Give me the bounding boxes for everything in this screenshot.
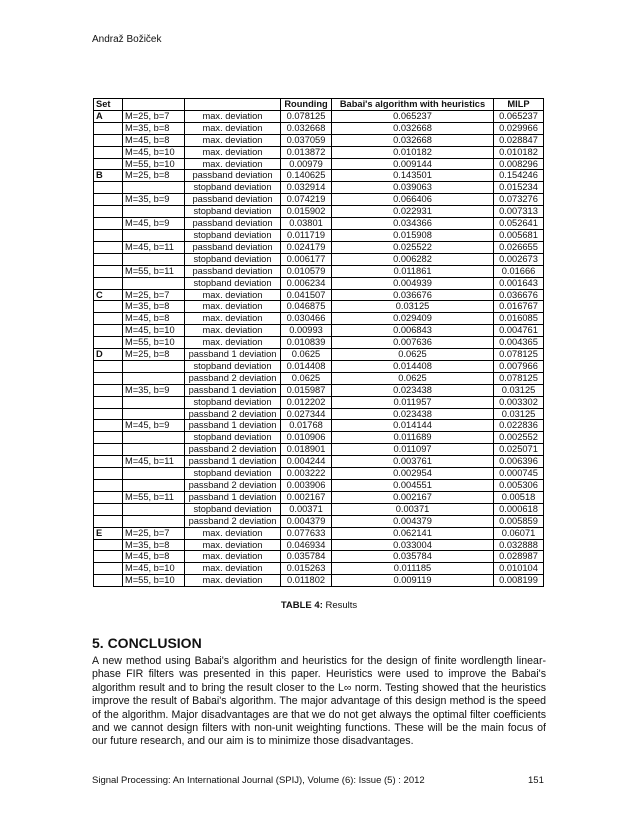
cell-babai: 0.034366 <box>332 218 494 230</box>
cell-babai: 0.002167 <box>332 491 494 503</box>
cell-rounding: 0.011802 <box>281 575 332 587</box>
cell-rounding: 0.030466 <box>281 313 332 325</box>
cell-babai: 0.033004 <box>332 539 494 551</box>
table-row <box>94 301 544 313</box>
cell-milp: 0.06071 <box>494 527 544 539</box>
cell-params: M=55, b=10 <box>123 337 185 349</box>
table-row <box>94 527 544 539</box>
cell-params <box>123 182 185 194</box>
cell-milp: 0.005306 <box>494 480 544 492</box>
cell-babai: 0.023438 <box>332 408 494 420</box>
cell-set <box>94 396 123 408</box>
cell-set <box>94 563 123 575</box>
cell-milp: 0.015234 <box>494 182 544 194</box>
cell-rounding: 0.046875 <box>281 301 332 313</box>
cell-metric: passband deviation <box>185 241 281 253</box>
cell-babai: 0.065237 <box>332 110 494 122</box>
cell-params: M=45, b=11 <box>123 241 185 253</box>
cell-babai: 0.022931 <box>332 206 494 218</box>
cell-rounding: 0.003906 <box>281 480 332 492</box>
table-row <box>94 349 544 361</box>
cell-babai: 0.004551 <box>332 480 494 492</box>
cell-params <box>123 503 185 515</box>
table-row <box>94 194 544 206</box>
cell-metric: passband 1 deviation <box>185 420 281 432</box>
table-row <box>94 503 544 515</box>
cell-set <box>94 265 123 277</box>
cell-rounding: 0.035784 <box>281 551 332 563</box>
cell-milp: 0.025071 <box>494 444 544 456</box>
cell-babai: 0.011097 <box>332 444 494 456</box>
column-header-milp: MILP <box>494 99 544 111</box>
cell-rounding: 0.018901 <box>281 444 332 456</box>
cell-rounding: 0.01768 <box>281 420 332 432</box>
cell-metric: passband 2 deviation <box>185 372 281 384</box>
cell-set <box>94 241 123 253</box>
cell-babai: 0.023438 <box>332 384 494 396</box>
cell-milp: 0.00518 <box>494 491 544 503</box>
cell-babai: 0.010182 <box>332 146 494 158</box>
cell-params: M=45, b=11 <box>123 456 185 468</box>
table-row <box>94 158 544 170</box>
cell-metric: stopband deviation <box>185 396 281 408</box>
cell-metric: passband deviation <box>185 194 281 206</box>
cell-metric: stopband deviation <box>185 277 281 289</box>
table-header-row <box>94 99 544 111</box>
cell-milp: 0.073276 <box>494 194 544 206</box>
table-row <box>94 122 544 134</box>
cell-milp: 0.006396 <box>494 456 544 468</box>
cell-set <box>94 146 123 158</box>
column-header-babai: Babai's algorithm with heuristics <box>332 99 494 111</box>
cell-milp: 0.036676 <box>494 289 544 301</box>
cell-set <box>94 337 123 349</box>
cell-babai: 0.03125 <box>332 301 494 313</box>
cell-rounding: 0.012202 <box>281 396 332 408</box>
cell-metric: max. deviation <box>185 527 281 539</box>
table-row <box>94 218 544 230</box>
cell-params <box>123 444 185 456</box>
table-row <box>94 110 544 122</box>
cell-babai: 0.0625 <box>332 349 494 361</box>
cell-rounding: 0.014408 <box>281 360 332 372</box>
cell-milp: 0.005859 <box>494 515 544 527</box>
cell-metric: max. deviation <box>185 122 281 134</box>
cell-milp: 0.016085 <box>494 313 544 325</box>
cell-babai: 0.143501 <box>332 170 494 182</box>
section-heading: 5. CONCLUSION <box>92 635 202 651</box>
cell-params: M=45, b=8 <box>123 313 185 325</box>
cell-metric: max. deviation <box>185 539 281 551</box>
cell-set: D <box>94 349 123 361</box>
cell-set <box>94 277 123 289</box>
cell-babai: 0.009119 <box>332 575 494 587</box>
table-row <box>94 551 544 563</box>
cell-rounding: 0.027344 <box>281 408 332 420</box>
cell-params: M=55, b=11 <box>123 491 185 503</box>
cell-babai: 0.032668 <box>332 134 494 146</box>
cell-rounding: 0.00371 <box>281 503 332 515</box>
cell-set <box>94 408 123 420</box>
cell-metric: max. deviation <box>185 313 281 325</box>
cell-milp: 0.003302 <box>494 396 544 408</box>
cell-metric: max. deviation <box>185 158 281 170</box>
table-row <box>94 146 544 158</box>
cell-babai: 0.004939 <box>332 277 494 289</box>
cell-set <box>94 491 123 503</box>
cell-params: M=55, b=10 <box>123 158 185 170</box>
cell-params <box>123 468 185 480</box>
cell-milp: 0.01666 <box>494 265 544 277</box>
table-row <box>94 408 544 420</box>
cell-babai: 0.035784 <box>332 551 494 563</box>
cell-rounding: 0.024179 <box>281 241 332 253</box>
cell-set: E <box>94 527 123 539</box>
table-row <box>94 420 544 432</box>
table-row <box>94 289 544 301</box>
table-row <box>94 265 544 277</box>
cell-milp: 0.008199 <box>494 575 544 587</box>
table-row <box>94 444 544 456</box>
cell-metric: passband 1 deviation <box>185 349 281 361</box>
table-row <box>94 456 544 468</box>
cell-metric: max. deviation <box>185 301 281 313</box>
cell-params: M=55, b=11 <box>123 265 185 277</box>
cell-metric: passband 2 deviation <box>185 444 281 456</box>
table-body <box>94 110 544 586</box>
cell-babai: 0.036676 <box>332 289 494 301</box>
cell-milp: 0.028847 <box>494 134 544 146</box>
cell-babai: 0.004379 <box>332 515 494 527</box>
table-row <box>94 360 544 372</box>
cell-params: M=25, b=7 <box>123 527 185 539</box>
column-header-set: Set <box>94 99 123 111</box>
cell-params: M=45, b=9 <box>123 420 185 432</box>
cell-milp: 0.078125 <box>494 349 544 361</box>
cell-params <box>123 253 185 265</box>
cell-rounding: 0.046934 <box>281 539 332 551</box>
cell-set <box>94 122 123 134</box>
cell-params: M=45, b=10 <box>123 146 185 158</box>
table-row <box>94 313 544 325</box>
cell-rounding: 0.004379 <box>281 515 332 527</box>
cell-rounding: 0.015987 <box>281 384 332 396</box>
cell-metric: max. deviation <box>185 337 281 349</box>
cell-babai: 0.039063 <box>332 182 494 194</box>
cell-babai: 0.025522 <box>332 241 494 253</box>
running-header-author: Andraž Božiček <box>92 34 162 45</box>
cell-metric: max. deviation <box>185 146 281 158</box>
cell-params: M=35, b=8 <box>123 539 185 551</box>
cell-milp: 0.065237 <box>494 110 544 122</box>
cell-set <box>94 313 123 325</box>
cell-babai: 0.066406 <box>332 194 494 206</box>
column-header-rounding: Rounding <box>281 99 332 111</box>
cell-milp: 0.005681 <box>494 229 544 241</box>
cell-milp: 0.029966 <box>494 122 544 134</box>
cell-milp: 0.078125 <box>494 372 544 384</box>
cell-params <box>123 229 185 241</box>
cell-set <box>94 575 123 587</box>
cell-set <box>94 325 123 337</box>
cell-rounding: 0.00979 <box>281 158 332 170</box>
cell-params <box>123 408 185 420</box>
cell-milp: 0.001643 <box>494 277 544 289</box>
cell-metric: max. deviation <box>185 563 281 575</box>
cell-milp: 0.028987 <box>494 551 544 563</box>
cell-params <box>123 372 185 384</box>
cell-params: M=35, b=8 <box>123 301 185 313</box>
cell-metric: max. deviation <box>185 289 281 301</box>
cell-babai: 0.029409 <box>332 313 494 325</box>
cell-metric: max. deviation <box>185 110 281 122</box>
cell-milp: 0.026655 <box>494 241 544 253</box>
cell-params <box>123 360 185 372</box>
cell-params: M=45, b=10 <box>123 563 185 575</box>
table-row <box>94 325 544 337</box>
cell-metric: stopband deviation <box>185 503 281 515</box>
cell-rounding: 0.041507 <box>281 289 332 301</box>
cell-babai: 0.006282 <box>332 253 494 265</box>
cell-set <box>94 301 123 313</box>
cell-rounding: 0.074219 <box>281 194 332 206</box>
results-table-container <box>93 98 543 587</box>
cell-set <box>94 539 123 551</box>
table-row <box>94 396 544 408</box>
cell-babai: 0.015908 <box>332 229 494 241</box>
cell-params <box>123 277 185 289</box>
cell-metric: stopband deviation <box>185 182 281 194</box>
cell-rounding: 0.015902 <box>281 206 332 218</box>
cell-rounding: 0.006177 <box>281 253 332 265</box>
cell-set <box>94 456 123 468</box>
cell-params: M=45, b=10 <box>123 325 185 337</box>
results-table <box>93 98 544 587</box>
cell-params <box>123 480 185 492</box>
cell-params: M=55, b=10 <box>123 575 185 587</box>
cell-set <box>94 372 123 384</box>
footer-journal: Signal Processing: An International Journal (SPIJ), Volume (6): Issue (5) : 2012 <box>92 775 425 786</box>
cell-rounding: 0.03801 <box>281 218 332 230</box>
cell-params <box>123 396 185 408</box>
cell-metric: stopband deviation <box>185 468 281 480</box>
cell-rounding: 0.0625 <box>281 372 332 384</box>
cell-babai: 0.014144 <box>332 420 494 432</box>
table-row <box>94 468 544 480</box>
cell-set <box>94 158 123 170</box>
cell-metric: passband 2 deviation <box>185 480 281 492</box>
cell-metric: max. deviation <box>185 134 281 146</box>
cell-metric: stopband deviation <box>185 206 281 218</box>
table-row <box>94 491 544 503</box>
cell-metric: passband 1 deviation <box>185 456 281 468</box>
cell-params: M=45, b=9 <box>123 218 185 230</box>
cell-milp: 0.052641 <box>494 218 544 230</box>
cell-params: M=35, b=9 <box>123 194 185 206</box>
cell-set <box>94 360 123 372</box>
cell-babai: 0.007636 <box>332 337 494 349</box>
cell-params <box>123 515 185 527</box>
cell-babai: 0.009144 <box>332 158 494 170</box>
cell-metric: passband 2 deviation <box>185 408 281 420</box>
cell-babai: 0.00371 <box>332 503 494 515</box>
cell-rounding: 0.037059 <box>281 134 332 146</box>
cell-rounding: 0.003222 <box>281 468 332 480</box>
cell-rounding: 0.078125 <box>281 110 332 122</box>
cell-rounding: 0.00993 <box>281 325 332 337</box>
table-caption-label: TABLE 4: <box>280 600 323 611</box>
cell-rounding: 0.015263 <box>281 563 332 575</box>
cell-milp: 0.03125 <box>494 384 544 396</box>
column-header-params <box>123 99 185 111</box>
cell-rounding: 0.032914 <box>281 182 332 194</box>
cell-metric: passband 1 deviation <box>185 491 281 503</box>
cell-babai: 0.0625 <box>332 372 494 384</box>
cell-rounding: 0.010839 <box>281 337 332 349</box>
cell-params: M=25, b=7 <box>123 289 185 301</box>
table-row <box>94 539 544 551</box>
cell-milp: 0.022836 <box>494 420 544 432</box>
cell-set <box>94 218 123 230</box>
cell-params: M=25, b=8 <box>123 170 185 182</box>
cell-set <box>94 515 123 527</box>
cell-metric: stopband deviation <box>185 253 281 265</box>
cell-milp: 0.010182 <box>494 146 544 158</box>
cell-set <box>94 182 123 194</box>
cell-babai: 0.011861 <box>332 265 494 277</box>
table-row <box>94 229 544 241</box>
cell-milp: 0.000745 <box>494 468 544 480</box>
cell-milp: 0.032888 <box>494 539 544 551</box>
table-row <box>94 277 544 289</box>
cell-babai: 0.011689 <box>332 432 494 444</box>
cell-params <box>123 206 185 218</box>
table-row <box>94 480 544 492</box>
cell-set: C <box>94 289 123 301</box>
cell-milp: 0.002673 <box>494 253 544 265</box>
cell-set <box>94 194 123 206</box>
table-row <box>94 384 544 396</box>
table-row <box>94 241 544 253</box>
cell-metric: max. deviation <box>185 575 281 587</box>
cell-babai: 0.011957 <box>332 396 494 408</box>
cell-rounding: 0.004244 <box>281 456 332 468</box>
table-row <box>94 134 544 146</box>
cell-set <box>94 480 123 492</box>
cell-rounding: 0.011719 <box>281 229 332 241</box>
cell-set <box>94 468 123 480</box>
table-row <box>94 563 544 575</box>
cell-set <box>94 134 123 146</box>
cell-rounding: 0.0625 <box>281 349 332 361</box>
cell-babai: 0.014408 <box>332 360 494 372</box>
cell-params: M=25, b=7 <box>123 110 185 122</box>
table-row <box>94 182 544 194</box>
cell-metric: passband deviation <box>185 265 281 277</box>
cell-babai: 0.003761 <box>332 456 494 468</box>
cell-milp: 0.008296 <box>494 158 544 170</box>
cell-params: M=35, b=8 <box>123 122 185 134</box>
cell-rounding: 0.010579 <box>281 265 332 277</box>
cell-metric: passband deviation <box>185 170 281 182</box>
cell-params: M=35, b=9 <box>123 384 185 396</box>
cell-metric: stopband deviation <box>185 432 281 444</box>
cell-set: B <box>94 170 123 182</box>
cell-params: M=25, b=8 <box>123 349 185 361</box>
table-row <box>94 515 544 527</box>
cell-babai: 0.002954 <box>332 468 494 480</box>
cell-milp: 0.010104 <box>494 563 544 575</box>
cell-params: M=45, b=8 <box>123 134 185 146</box>
table-caption-text: Results <box>322 600 358 611</box>
cell-milp: 0.004761 <box>494 325 544 337</box>
cell-set <box>94 444 123 456</box>
cell-metric: passband deviation <box>185 218 281 230</box>
cell-rounding: 0.006234 <box>281 277 332 289</box>
cell-babai: 0.032668 <box>332 122 494 134</box>
cell-rounding: 0.077633 <box>281 527 332 539</box>
cell-milp: 0.03125 <box>494 408 544 420</box>
cell-milp: 0.004365 <box>494 337 544 349</box>
column-header-metric <box>185 99 281 111</box>
cell-set <box>94 551 123 563</box>
cell-set <box>94 420 123 432</box>
cell-milp: 0.016767 <box>494 301 544 313</box>
cell-metric: max. deviation <box>185 325 281 337</box>
cell-params: M=45, b=8 <box>123 551 185 563</box>
cell-rounding: 0.002167 <box>281 491 332 503</box>
table-row <box>94 432 544 444</box>
table-row <box>94 372 544 384</box>
cell-metric: passband 2 deviation <box>185 515 281 527</box>
cell-metric: passband 1 deviation <box>185 384 281 396</box>
cell-set: A <box>94 110 123 122</box>
cell-milp: 0.007313 <box>494 206 544 218</box>
cell-set <box>94 253 123 265</box>
cell-set <box>94 384 123 396</box>
cell-set <box>94 503 123 515</box>
cell-set <box>94 206 123 218</box>
cell-rounding: 0.140625 <box>281 170 332 182</box>
table-caption <box>0 600 638 611</box>
cell-babai: 0.006843 <box>332 325 494 337</box>
cell-set <box>94 432 123 444</box>
cell-set <box>94 229 123 241</box>
cell-milp: 0.000618 <box>494 503 544 515</box>
section-body-paragraph: A new method using Babai's algorithm and heuristics for the design of finite wordlength linear-phase FIR filters was presented in this paper. Heuristics were used to improve the Babai's algorithm result and to bring the result closer to the L∞ norm. Testing showed that the heuristics improve the result of Babai's algorithm. The major advantage of this design method is the speed of the algorithm. Major disadvantages are that we do not get always the optimal filter coefficients and we cannot design filters with non-unit weighting functions. These will be the main focus of our future research, and our aim is to minimize those disadvantages. <box>92 655 546 748</box>
cell-metric: max. deviation <box>185 551 281 563</box>
cell-babai: 0.062141 <box>332 527 494 539</box>
cell-metric: stopband deviation <box>185 360 281 372</box>
cell-rounding: 0.032668 <box>281 122 332 134</box>
cell-metric: stopband deviation <box>185 229 281 241</box>
table-row <box>94 253 544 265</box>
table-row <box>94 170 544 182</box>
cell-milp: 0.002552 <box>494 432 544 444</box>
cell-rounding: 0.010906 <box>281 432 332 444</box>
cell-milp: 0.007966 <box>494 360 544 372</box>
cell-params <box>123 432 185 444</box>
cell-rounding: 0.013872 <box>281 146 332 158</box>
table-row <box>94 206 544 218</box>
cell-babai: 0.011185 <box>332 563 494 575</box>
footer-page-number: 151 <box>528 775 544 786</box>
table-row <box>94 575 544 587</box>
table-row <box>94 337 544 349</box>
cell-milp: 0.154246 <box>494 170 544 182</box>
